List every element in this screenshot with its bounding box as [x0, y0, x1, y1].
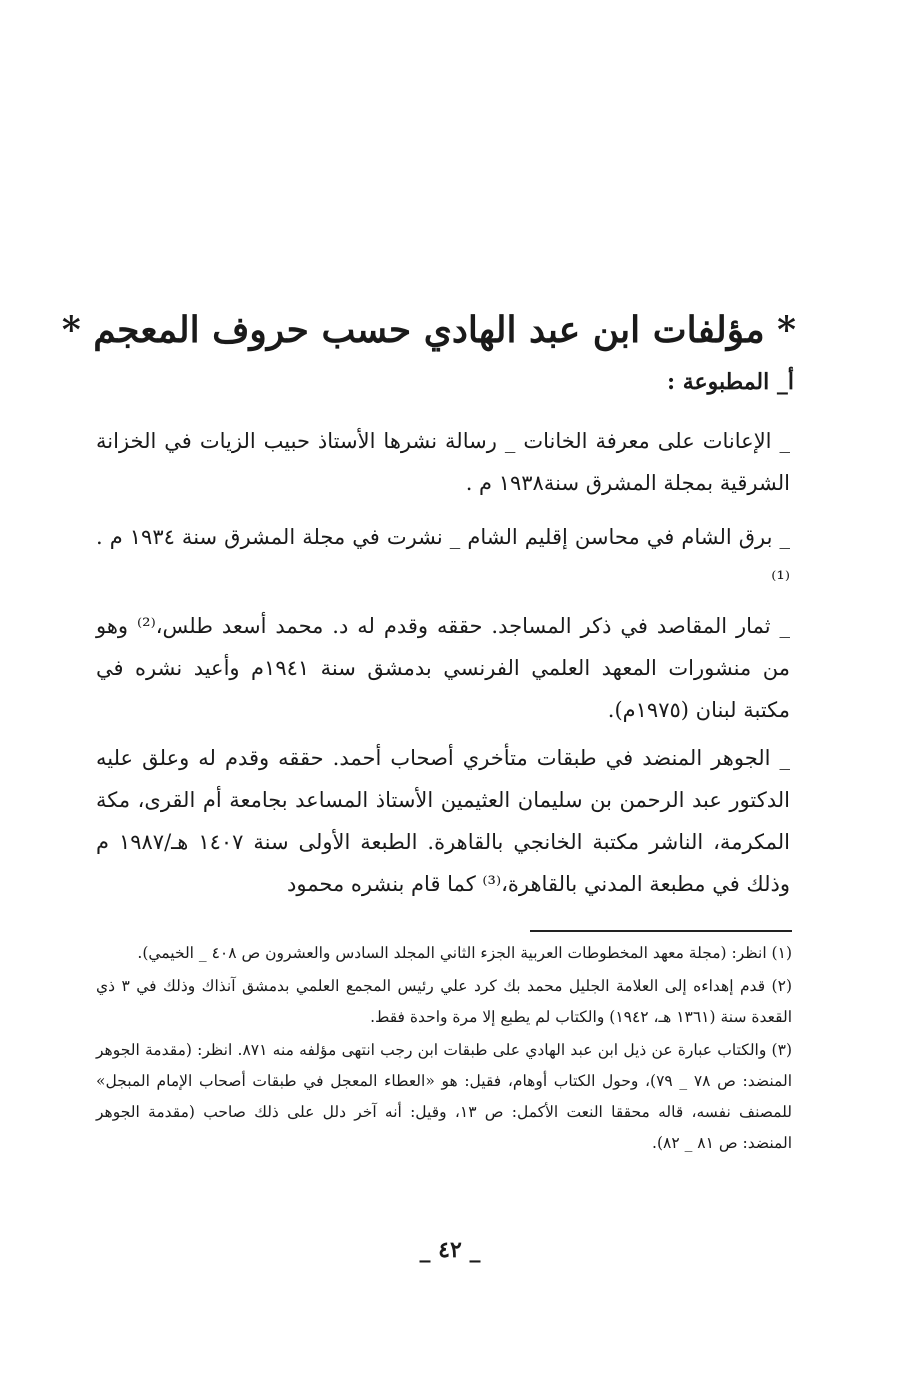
paragraph-barq-al-sham: _ برق الشام في محاسن إقليم الشام _ نشرت في مجلة المشرق سنة ١٩٣٤ م .⁽¹⁾ [96, 525, 791, 591]
footnote-2: (٢) قدم إهداءه إلى العلامة الجليل محمد بك كرد علي رئيس المجمع العلمي بدمشق آنذاك وذلك في ٣ ذي القعدة سنة (١٣٦١ هـ، ١٩٤٢) والكتاب لم يطبع إلا مرة واحدة فقط. [96, 977, 792, 1026]
footnotes-section [96, 938, 792, 1161]
page-title: * مؤلفات ابن عبد الهادي حسب حروف المعجم * [61, 309, 796, 351]
footnote-3: (٣) والكتاب عبارة عن ذيل ابن عبد الهادي على طبقات ابن رجب انتهى مؤلفه منه ٨٧١. انظر: (مقدمة الجوهر المنضد: ص ٧٨ _ ٧٩)، وحول الكتاب أوهام، فقيل: هو «العطاء المعجل في طبقات أصحاب الإمام المبجل» للمصنف نفسه، قاله محققا النعت الأكمل: ص ١٣، وقيل: أنه آخر دلل على ذلك صاحب (مقدمة الجوهر المنضد: ص ٨١ _ ٨٢). [96, 1041, 793, 1152]
paragraph-ianat: _ الإعانات على معرفة الخانات _ رسالة نشرها الأستاذ حبيب الزيات في الخزانة الشرقية بمجلة المشرق سنة١٩٣٨ م . [96, 429, 790, 495]
paragraph-al-jawhar-al-munaddad: _ الجوهر المنضد في طبقات متأخري أصحاب أحمد. حققه وقدم له وعلق عليه الدكتور عبد الرحمن بن سليمان العثيمين الأستاذ المساعد بجامعة أم القرى، مكة المكرمة، الناشر مكتبة الخانجي بالقاهرة. الطبعة الأولى سنة ١٤٠٧ هـ/١٩٨٧ م وذلك في مطبعة المدني بالقاهرة،⁽³⁾ كما قام بنشره محمود [96, 746, 790, 896]
paragraph-thimar-al-maqasid: _ ثمار المقاصد في ذكر المساجد. حققه وقدم له د. محمد أسعد طلس،⁽²⁾ وهو من منشورات المعهد العلمي الفرنسي بدمشق سنة ١٩٤١م وأعيد نشره في مكتبة لبنان (١٩٧٥م). [96, 614, 790, 722]
footnote-divider [530, 930, 792, 932]
section-subheading: أ_ المطبوعة : [666, 369, 794, 395]
footnote-1: (١) انظر: (مجلة معهد المخطوطات العربية الجزء الثاني المجلد السادس والعشرون ص ٤٠٨ _ الخيمي). [137, 944, 792, 962]
page-number: _ ٤٢ _ [419, 1237, 481, 1263]
